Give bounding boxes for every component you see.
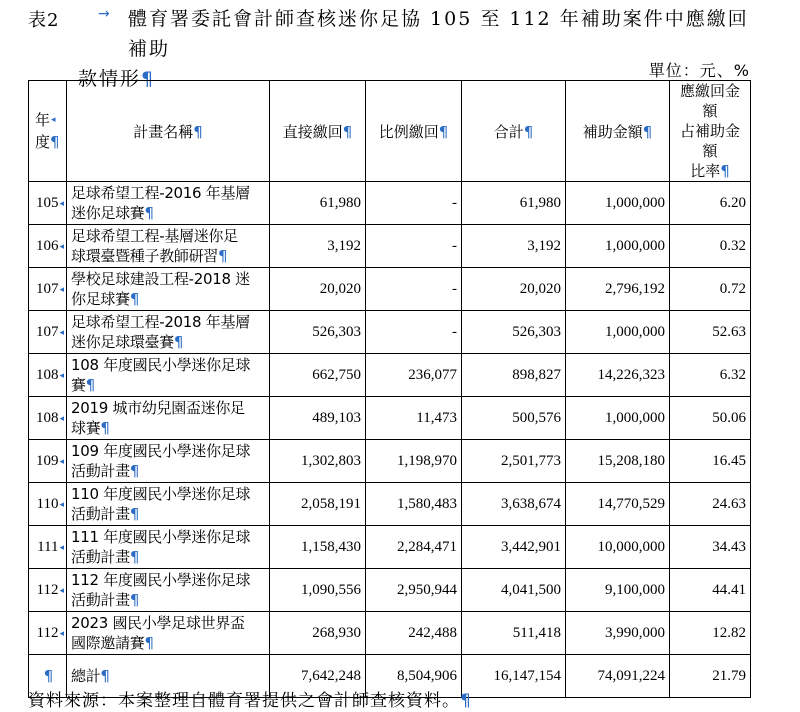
table-row (29, 225, 751, 268)
cell-plan-name: 足球希望工程-2018 年基層 迷你足球環臺賽¶ (67, 311, 270, 354)
cell-proportional: - (366, 225, 462, 268)
cell-year: 105◂ (29, 182, 67, 225)
caption-title-line2: 款情形 (78, 68, 142, 90)
cell-ratio: 6.32 (670, 354, 751, 397)
cell-ratio: 44.41 (670, 569, 751, 612)
cell-year: 107◂ (29, 268, 67, 311)
cell-proportional: - (366, 268, 462, 311)
cell-subsidy: 1,000,000 (566, 225, 670, 268)
cell-total: 61,980 (462, 182, 566, 225)
cell-total: 3,192 (462, 225, 566, 268)
cell-plan-name: 111 年度國民小學迷你足球 活動計畫¶ (67, 526, 270, 569)
cell-direct-total: 7,642,248 (270, 655, 366, 698)
header-proportional: 比例繳回¶ (366, 81, 462, 182)
cell-subsidy: 14,770,529 (566, 483, 670, 526)
cell-subsidy: 9,100,000 (566, 569, 670, 612)
tab-arrow-icon: → (98, 6, 110, 22)
cell-direct: 1,090,556 (270, 569, 366, 612)
cell-ratio: 52.63 (670, 311, 751, 354)
cell-ratio: 6.20 (670, 182, 751, 225)
cell-year: 111◂ (29, 526, 67, 569)
cell-total-label: 總計¶ (67, 655, 270, 698)
cell-direct: 61,980 (270, 182, 366, 225)
cell-total: 511,418 (462, 612, 566, 655)
cell-proportional: 242,488 (366, 612, 462, 655)
cell-subsidy: 2,796,192 (566, 268, 670, 311)
table-row (29, 268, 751, 311)
cell-subsidy: 1,000,000 (566, 397, 670, 440)
table-row (29, 483, 751, 526)
table-caption-label: 表2 (28, 10, 60, 31)
cell-plan-name: 108 年度國民小學迷你足球 賽¶ (67, 354, 270, 397)
cell-proportional: 11,473 (366, 397, 462, 440)
header-plan-name: 計畫名稱¶ (67, 81, 270, 182)
cell-proportional: 2,284,471 (366, 526, 462, 569)
cell-subsidy: 1,000,000 (566, 182, 670, 225)
cell-year: 106◂ (29, 225, 67, 268)
table-row (29, 182, 751, 225)
cell-plan-name: 足球希望工程-基層迷你足 球環臺暨種子教師研習¶ (67, 225, 270, 268)
cell-proportional-total: 8,504,906 (366, 655, 462, 698)
cell-direct: 662,750 (270, 354, 366, 397)
cell-subsidy-total: 74,091,224 (566, 655, 670, 698)
cell-direct: 3,192 (270, 225, 366, 268)
cell-total: 4,041,500 (462, 569, 566, 612)
cell-plan-name: 學校足球建設工程-2018 迷 你足球賽¶ (67, 268, 270, 311)
table-body (29, 182, 751, 698)
cell-year: 107◂ (29, 311, 67, 354)
cell-direct: 268,930 (270, 612, 366, 655)
source-note: 資料來源：本案整理自體育署提供之會計師查核資料。¶ (28, 691, 472, 711)
cell-proportional: 236,077 (366, 354, 462, 397)
header-ratio: 應繳回金額 占補助金額 比率¶ (670, 81, 751, 182)
cell-year-empty: ¶ (29, 655, 67, 698)
cell-plan-name: 2023 國民小學足球世界盃 國際邀請賽¶ (67, 612, 270, 655)
cell-direct: 1,158,430 (270, 526, 366, 569)
cell-ratio-total: 21.79 (670, 655, 751, 698)
cell-proportional: 2,950,944 (366, 569, 462, 612)
header-total: 合計¶ (462, 81, 566, 182)
header-subsidy: 補助金額¶ (566, 81, 670, 182)
cell-total: 3,638,674 (462, 483, 566, 526)
cell-direct: 20,020 (270, 268, 366, 311)
cell-total: 500,576 (462, 397, 566, 440)
cell-year: 112◂ (29, 612, 67, 655)
cell-subsidy: 15,208,180 (566, 440, 670, 483)
table-row (29, 311, 751, 354)
cell-plan-name: 112 年度國民小學迷你足球 活動計畫¶ (67, 569, 270, 612)
cell-total: 20,020 (462, 268, 566, 311)
cell-proportional: 1,580,483 (366, 483, 462, 526)
cell-subsidy: 1,000,000 (566, 311, 670, 354)
cell-subsidy: 10,000,000 (566, 526, 670, 569)
cell-proportional: - (366, 182, 462, 225)
cell-ratio: 16.45 (670, 440, 751, 483)
cell-direct: 2,058,191 (270, 483, 366, 526)
header-direct: 直接繳回¶ (270, 81, 366, 182)
cell-direct: 526,303 (270, 311, 366, 354)
cell-plan-name: 足球希望工程-2016 年基層 迷你足球賽¶ (67, 182, 270, 225)
cell-ratio: 34.43 (670, 526, 751, 569)
cell-total: 3,442,901 (462, 526, 566, 569)
cell-direct: 489,103 (270, 397, 366, 440)
cell-ratio: 0.32 (670, 225, 751, 268)
cell-plan-name: 109 年度國民小學迷你足球 活動計畫¶ (67, 440, 270, 483)
table-row (29, 526, 751, 569)
cell-year: 108◂ (29, 397, 67, 440)
cell-year: 110◂ (29, 483, 67, 526)
unit-label: 單位：元、% (648, 61, 750, 80)
table-row (29, 440, 751, 483)
cell-ratio: 12.82 (670, 612, 751, 655)
subsidy-refund-table (28, 80, 751, 698)
cell-ratio: 50.06 (670, 397, 751, 440)
cell-plan-name: 2019 城市幼兒園盃迷你足 球賽¶ (67, 397, 270, 440)
table-row (29, 612, 751, 655)
cell-ratio: 0.72 (670, 268, 751, 311)
cell-year: 108◂ (29, 354, 67, 397)
cell-ratio: 24.63 (670, 483, 751, 526)
table-row (29, 354, 751, 397)
cell-total: 2,501,773 (462, 440, 566, 483)
table-header-row (29, 81, 751, 182)
cell-subsidy: 14,226,323 (566, 354, 670, 397)
cell-grand-total: 16,147,154 (462, 655, 566, 698)
cell-total: 898,827 (462, 354, 566, 397)
header-year: 年◂ 度¶ (29, 81, 67, 182)
cell-proportional: 1,198,970 (366, 440, 462, 483)
pilcrow-icon: ¶ (141, 68, 156, 90)
table-row (29, 397, 751, 440)
cell-subsidy: 3,990,000 (566, 612, 670, 655)
cell-year: 112◂ (29, 569, 67, 612)
cell-proportional: - (366, 311, 462, 354)
cell-direct: 1,302,803 (270, 440, 366, 483)
cell-total: 526,303 (462, 311, 566, 354)
cell-plan-name: 110 年度國民小學迷你足球 活動計畫¶ (67, 483, 270, 526)
cell-year: 109◂ (29, 440, 67, 483)
table-row (29, 569, 751, 612)
caption-title-line1: 體育署委託會計師查核迷你足協 105 至 112 年補助案件中應繳回補助 (128, 8, 749, 60)
